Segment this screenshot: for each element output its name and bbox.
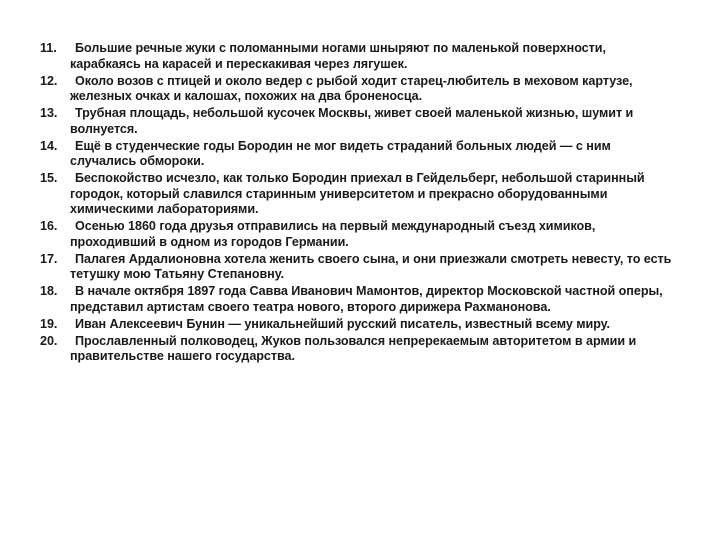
item-text: Палагея Ардалионовна хотела женить своего сына, и они приезжали смотреть невесту, то есть тетушку мою Татьяну Степановну. (70, 251, 672, 281)
item-text: Большие речные жуки с поломанными ногами шныряют по маленькой поверхности, карабкаясь на карасей и перескакивая через лягушек. (70, 41, 606, 71)
sentence-list (40, 41, 680, 366)
item-text: Прославленный полководец, Жуков пользовался непререкаемым авторитетом в армии и правительстве нашего государства. (70, 333, 637, 363)
list-item (40, 41, 680, 72)
list-item (40, 317, 680, 333)
list-item (40, 334, 680, 365)
list-item (40, 284, 680, 315)
item-number: 16. (40, 219, 58, 233)
list-item (40, 106, 680, 137)
item-number: 13. (40, 106, 58, 120)
item-number: 19. (40, 316, 58, 331)
item-number: 14. (40, 138, 58, 153)
item-number: 20. (40, 333, 58, 348)
list-item (40, 171, 680, 218)
item-number: 12. (40, 73, 58, 88)
item-text: Около возов с птицей и около ведер с рыбой ходит старец-любитель в меховом картузе, железных очках и калошах, похожих на два броненосца. (70, 73, 633, 103)
item-text: Трубная площадь, небольшой кусочек Москвы, живет своей маленькой жизнью, шумит и волнуется. (70, 106, 634, 136)
list-item (40, 252, 680, 283)
item-number: 18. (40, 284, 58, 298)
item-text: Ещё в студенческие годы Бородин не мог видеть страданий больных людей — с ним случались обмороки. (70, 138, 611, 168)
list-item (40, 139, 680, 170)
list-item (40, 74, 680, 105)
item-number: 11. (40, 41, 57, 55)
item-text: Осенью 1860 года друзья отправились на первый международный съезд химиков, проходивший в одном из городов Германии. (70, 219, 596, 249)
list-item (40, 219, 680, 250)
item-text: Иван Алексеевич Бунин — уникальнейший русский писатель, известный всему миру. (75, 316, 610, 331)
item-number: 17. (40, 251, 58, 266)
item-text: Беспокойство исчезло, как только Бородин приехал в Гейдельберг, небольшой старинный городок, который славился старинным университетом и прекрасно оборудованными химическими лабораториями. (70, 171, 645, 216)
item-text: В начале октября 1897 года Савва Иванович Мамонтов, директор Московской частной оперы, представил артистам своего театра нового, второго дирижера Рахманонова. (70, 284, 663, 314)
item-number: 15. (40, 171, 58, 185)
